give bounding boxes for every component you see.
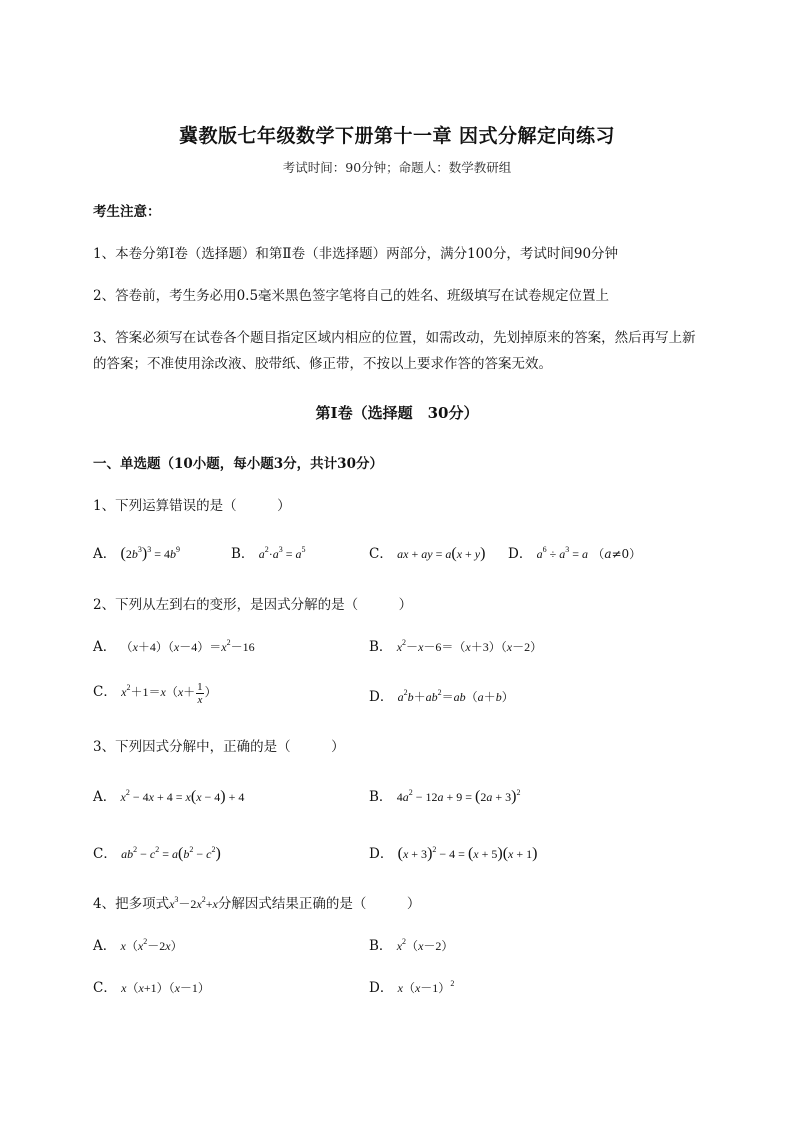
option-label: A． bbox=[93, 546, 117, 562]
exam-subtitle: 考试时间：90分钟；命题人：数学教研组 bbox=[282, 160, 512, 175]
section-title: 第I卷（选择题 30分） bbox=[315, 404, 479, 422]
math-expression: $x(x^2-2x)$ bbox=[120, 937, 183, 953]
option-c[interactable] bbox=[93, 842, 221, 863]
option-label: B． bbox=[231, 546, 255, 562]
option-label: D． bbox=[369, 689, 394, 705]
math-expression: $x^2-x-6=(x+3)(x-2)$ bbox=[396, 638, 543, 654]
notice-item: 2、答卷前，考生务必用0.5毫米黑色签字笔将自己的姓名、班级填写在试卷规定位置上 bbox=[93, 288, 610, 304]
math-expression: $ab^2 - c^2 = a(b^2 - c^2)$ bbox=[121, 845, 221, 862]
option-d[interactable] bbox=[369, 976, 454, 996]
option-b[interactable] bbox=[369, 934, 453, 954]
option-label: B． bbox=[369, 789, 393, 805]
option-label: B． bbox=[369, 938, 393, 954]
math-expression: $x(x-1)^2$ bbox=[397, 979, 455, 995]
math-expression: $x^2+1=x(x+$ $\frac{1}{x}$ ） bbox=[121, 680, 217, 706]
option-c[interactable] bbox=[93, 680, 217, 706]
option-label: A． bbox=[93, 789, 117, 805]
option-label: C． bbox=[93, 684, 117, 700]
option-label: D． bbox=[369, 846, 394, 862]
option-b[interactable] bbox=[369, 635, 542, 655]
option-label: D． bbox=[369, 980, 394, 996]
option-d[interactable] bbox=[508, 542, 641, 562]
option-note: （a≠0） bbox=[592, 547, 642, 561]
math-expression: $a^2b+ab^2=ab(a+b)$ bbox=[397, 688, 514, 704]
math-expression: $a^2\cdot a^3 = a^5$ bbox=[258, 545, 306, 561]
question-stem: 2、下列从左到右的变形，是因式分解的是（ ） bbox=[93, 597, 413, 613]
notice-item: 1、本卷分第I卷（选择题）和第Ⅱ卷（非选择题）两部分，满分100分，考试时间90分钟 bbox=[93, 246, 619, 262]
option-c[interactable] bbox=[93, 976, 210, 996]
option-a[interactable] bbox=[93, 934, 183, 954]
notice-item: 3、答案必须写在试卷各个题目指定区域内相应的位置，如需改动，先划掉原来的答案，然后再写上新 bbox=[93, 330, 696, 346]
math-expression: $(2b^3)^3 = 4b^9$ bbox=[120, 545, 180, 562]
math-expression: $(x+4)(x-4)=x^2-16$ bbox=[120, 638, 255, 654]
option-c[interactable] bbox=[369, 542, 485, 563]
notice-item: 的答案；不准使用涂改液、胶带纸、修正带，不按以上要求作答的答案无效。 bbox=[93, 356, 552, 372]
question-stem: 3、下列因式分解中，正确的是（ ） bbox=[93, 739, 345, 755]
notice-heading: 考生注意： bbox=[93, 204, 161, 220]
math-expression: $4a^2 - 12a + 9 = (2a + 3)^2$ bbox=[396, 788, 521, 805]
math-expression: $a^6 \div a^3 = a$ bbox=[536, 545, 588, 561]
math-expression: $x^2 - 4x + 4 = x(x - 4) + 4$ bbox=[120, 788, 245, 805]
question-stem: 4、把多项式$x^3-2x^2+x$分解因式结果正确的是（ ） bbox=[93, 895, 421, 912]
option-d[interactable] bbox=[369, 685, 514, 705]
option-label: A． bbox=[93, 938, 117, 954]
option-a[interactable] bbox=[93, 785, 244, 806]
math-expression: x（x+1）（x－1） bbox=[121, 981, 210, 995]
option-d[interactable] bbox=[369, 842, 537, 863]
math-expression: ax + ay = a(x + y) bbox=[397, 545, 486, 562]
option-b[interactable] bbox=[231, 542, 306, 562]
option-label: D． bbox=[508, 546, 533, 562]
option-label: C． bbox=[93, 846, 117, 862]
part-heading: 一、单选题（10小题，每小题3分，共计30分） bbox=[93, 456, 383, 472]
math-expression: $x^2(x-2)$ bbox=[396, 937, 454, 953]
math-expression: $(x + 3)^2 - 4 = (x + 5)(x + 1)$ bbox=[397, 845, 538, 862]
option-a[interactable] bbox=[93, 635, 255, 655]
option-label: A． bbox=[93, 639, 117, 655]
page-title: 冀教版七年级数学下册第十一章 因式分解定向练习 bbox=[178, 125, 616, 147]
option-a[interactable] bbox=[93, 542, 180, 563]
option-label: C． bbox=[93, 980, 117, 996]
option-label: C． bbox=[369, 546, 393, 562]
option-b[interactable] bbox=[369, 785, 520, 806]
question-stem: 1、下列运算错误的是（ ） bbox=[93, 498, 291, 514]
option-label: B． bbox=[369, 639, 393, 655]
